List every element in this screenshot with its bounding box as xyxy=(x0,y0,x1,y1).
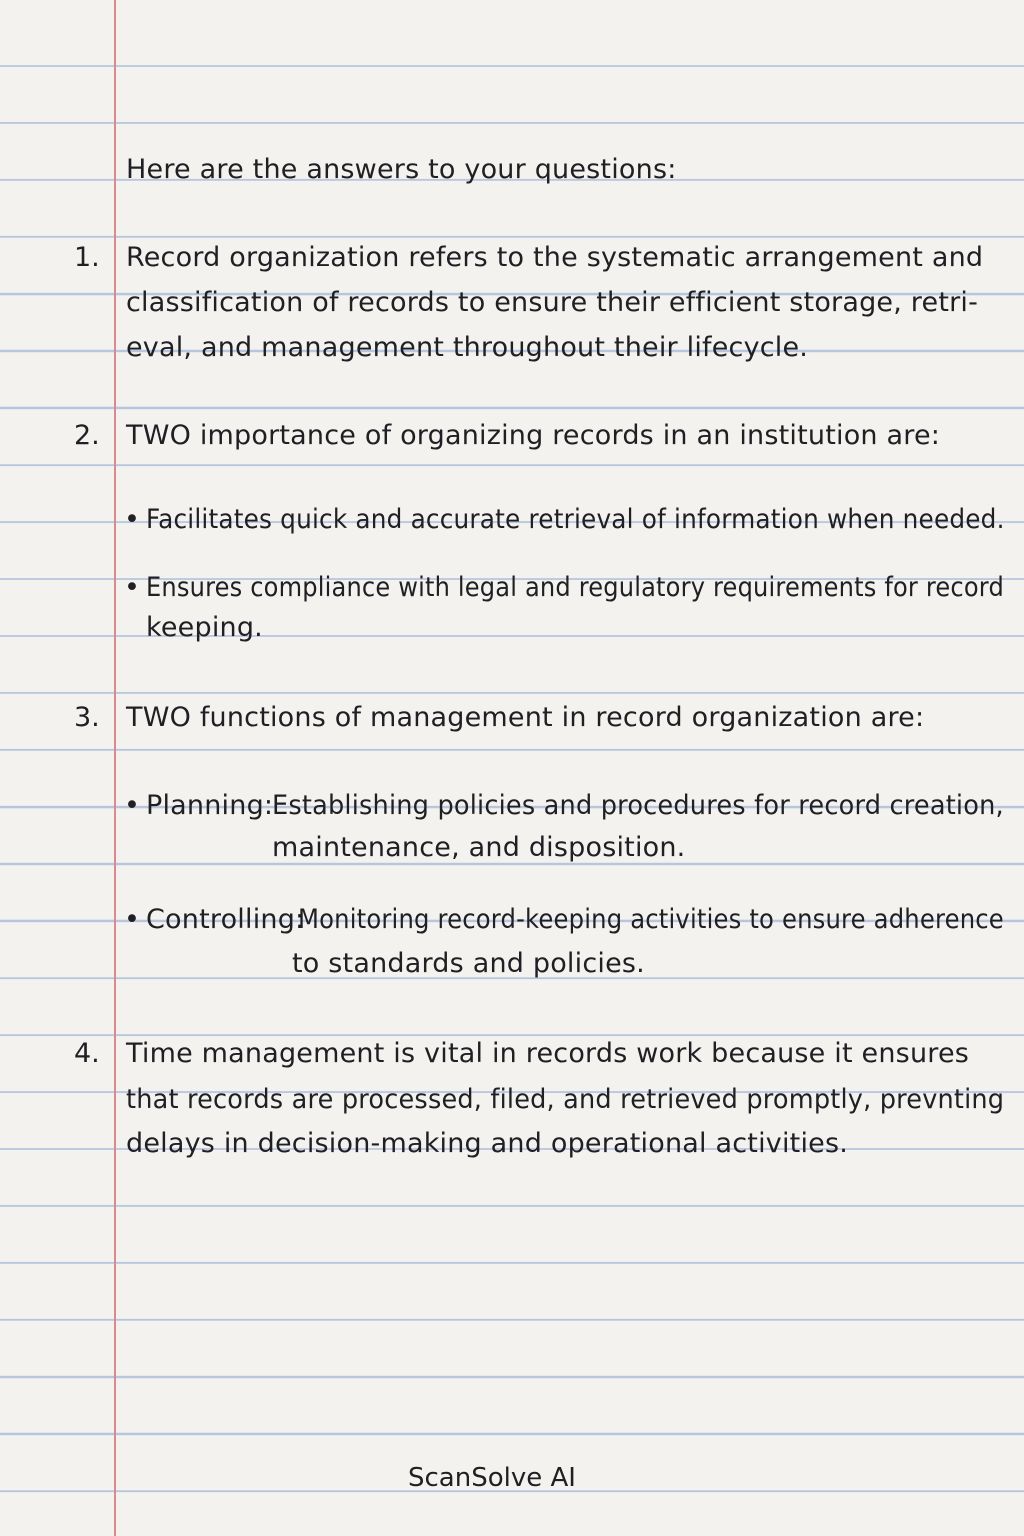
question-2-bullet-2-line-2: keeping. xyxy=(146,612,263,643)
bullet-dot: • xyxy=(124,790,140,821)
question-3-bullet-2-line-2: to standards and policies. xyxy=(292,948,645,979)
question-1-line-1: Record organization refers to the systematic arrangement and xyxy=(126,242,984,273)
question-3-heading: TWO functions of management in record organization are: xyxy=(126,702,925,733)
question-3-bullet-2-line-1: Monitoring record-keeping activities to ensure adherence xyxy=(298,904,1004,935)
question-2-bullet-1: Facilitates quick and accurate retrieval of information when needed. xyxy=(146,504,1005,535)
question-4-line-2: that records are processed, filed, and retrieved promptly, prevnting xyxy=(126,1084,1005,1115)
footer-brand: ScanSolve AI xyxy=(408,1463,576,1493)
question-3-number: 3. xyxy=(74,702,100,733)
question-3-bullet-1-term: Planning: xyxy=(146,790,274,821)
question-2-number: 2. xyxy=(74,420,100,451)
question-3-bullet-1-line-2: maintenance, and disposition. xyxy=(272,832,686,863)
bullet-dot: • xyxy=(124,572,140,603)
question-1-line-2: classification of records to ensure their efficient storage, retri- xyxy=(126,287,979,318)
margin-line xyxy=(114,0,116,1536)
bullet-dot: • xyxy=(124,904,140,935)
bullet-dot: • xyxy=(124,504,140,535)
question-3-bullet-2-term: Controlling: xyxy=(146,904,305,935)
question-4-number: 4. xyxy=(74,1038,100,1069)
intro-text: Here are the answers to your questions: xyxy=(126,154,677,185)
question-1-line-3: eval, and management throughout their lifecycle. xyxy=(126,332,809,363)
question-2-bullet-2-line-1: Ensures compliance with legal and regulatory requirements for record xyxy=(146,572,1004,603)
question-4-line-1: Time management is vital in records work because it ensures xyxy=(126,1038,970,1069)
question-4-line-3: delays in decision-making and operational activities. xyxy=(126,1128,849,1159)
question-2-heading: TWO importance of organizing records in an institution are: xyxy=(126,420,941,451)
question-1-number: 1. xyxy=(74,242,100,273)
question-3-bullet-1-line-1: Establishing policies and procedures for record creation, xyxy=(272,790,1004,821)
